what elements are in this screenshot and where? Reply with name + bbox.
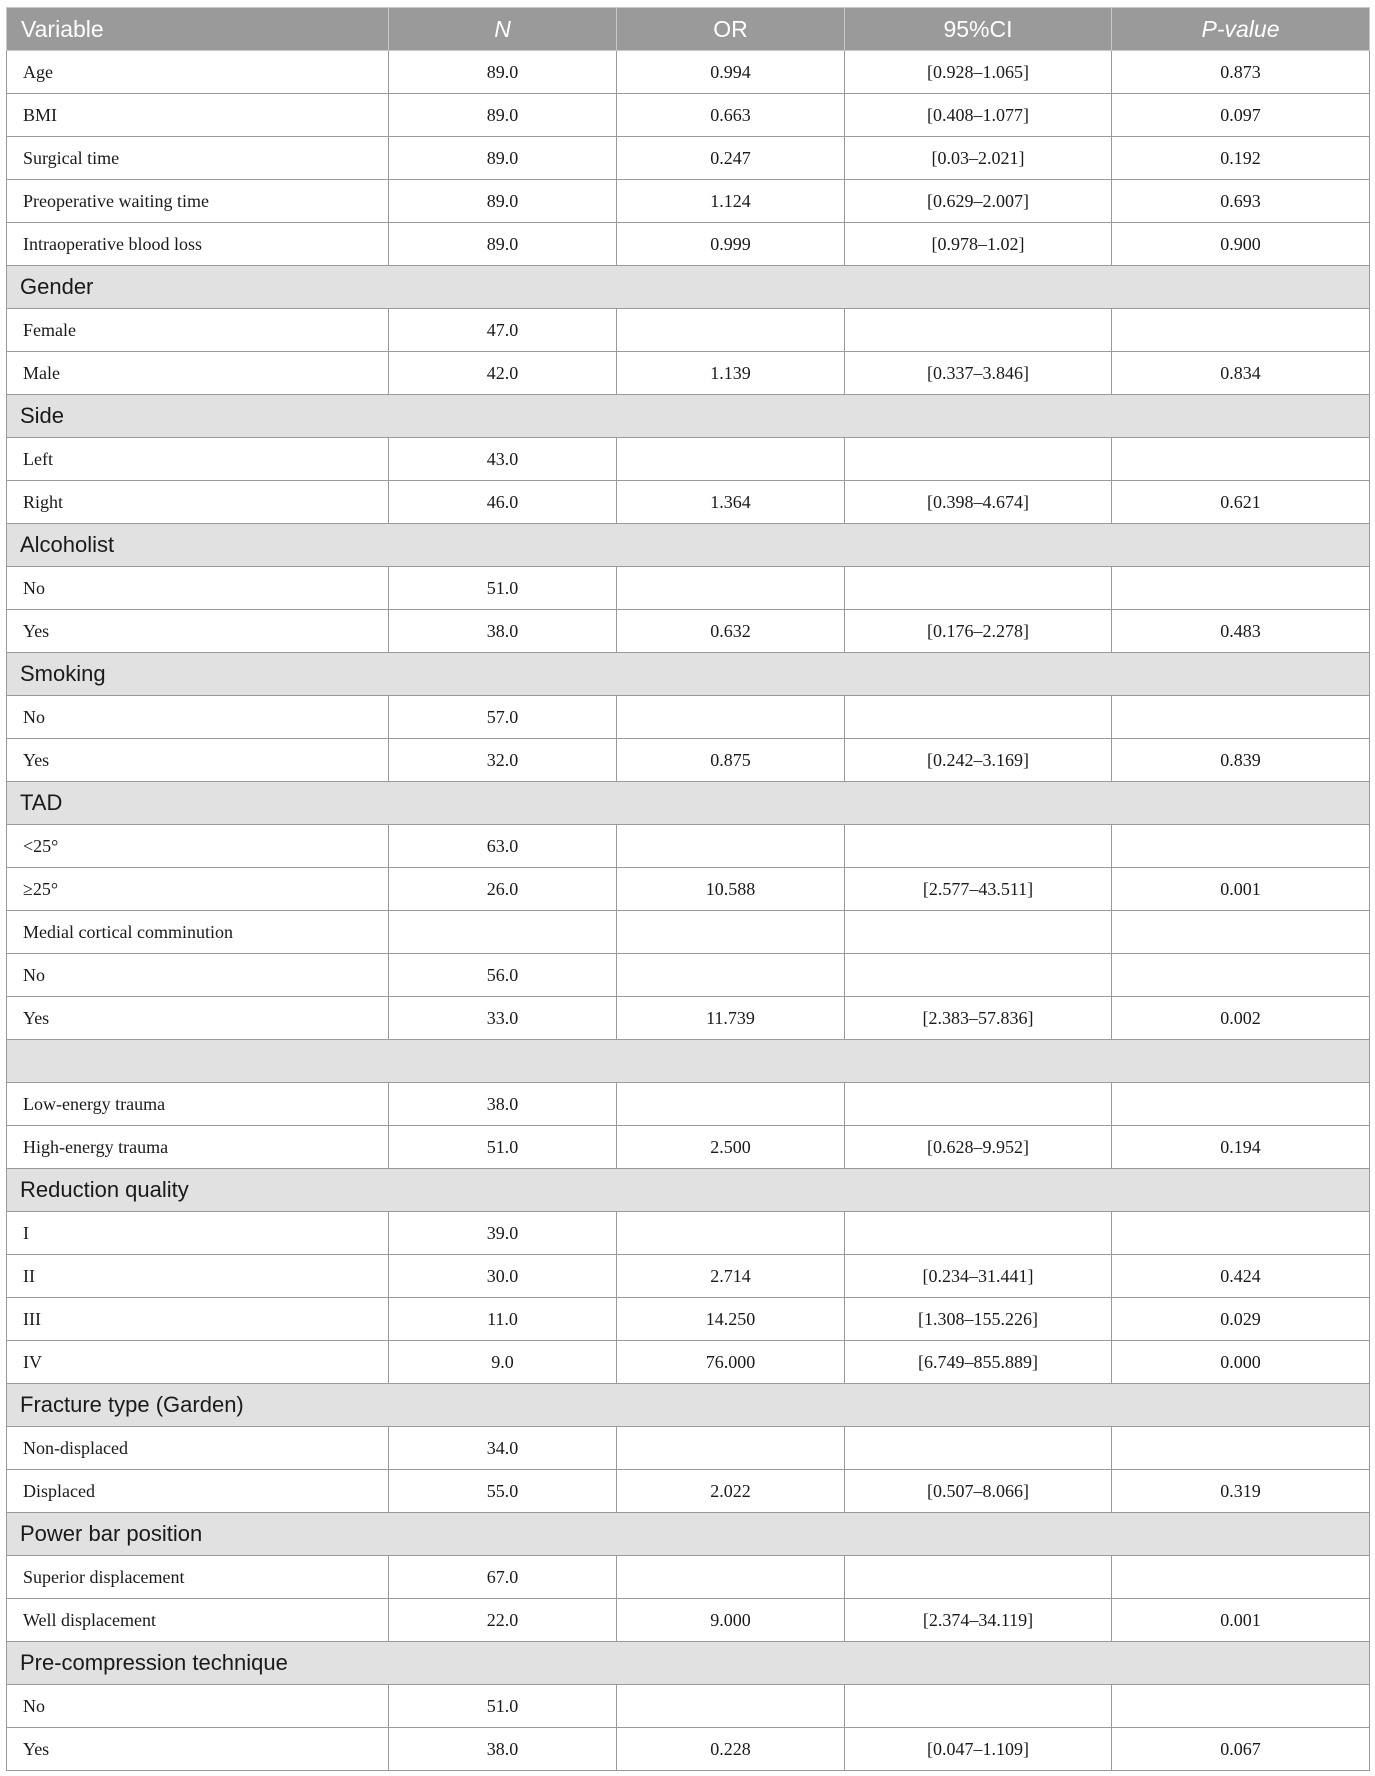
cell-variable: III	[7, 1298, 389, 1341]
table-row	[7, 1728, 1370, 1771]
cell-n: 89.0	[389, 51, 617, 94]
cell-ci	[845, 438, 1112, 481]
section-row	[7, 782, 1370, 825]
table-body	[7, 51, 1370, 1771]
cell-variable: Medial cortical comminution	[7, 911, 389, 954]
cell-variable: Intraoperative blood loss	[7, 223, 389, 266]
cell-or: 10.588	[617, 868, 845, 911]
cell-n: 38.0	[389, 610, 617, 653]
cell-n: 42.0	[389, 352, 617, 395]
cell-variable: <25°	[7, 825, 389, 868]
cell-ci	[845, 309, 1112, 352]
cell-or: 0.247	[617, 137, 845, 180]
header-or: OR	[617, 8, 845, 51]
table-row	[7, 94, 1370, 137]
section-label: Reduction quality	[7, 1169, 1370, 1212]
cell-variable: No	[7, 567, 389, 610]
cell-p-value: 0.693	[1112, 180, 1370, 223]
cell-variable: Yes	[7, 610, 389, 653]
cell-variable: No	[7, 1685, 389, 1728]
cell-p-value: 0.192	[1112, 137, 1370, 180]
table-row	[7, 825, 1370, 868]
cell-ci: [0.398–4.674]	[845, 481, 1112, 524]
cell-p-value: 0.001	[1112, 868, 1370, 911]
cell-n: 46.0	[389, 481, 617, 524]
cell-ci: [1.308–155.226]	[845, 1298, 1112, 1341]
cell-n: 30.0	[389, 1255, 617, 1298]
cell-variable: High-energy trauma	[7, 1126, 389, 1169]
cell-or: 9.000	[617, 1599, 845, 1642]
cell-variable: Yes	[7, 1728, 389, 1771]
table-row	[7, 1341, 1370, 1384]
cell-or	[617, 696, 845, 739]
table-row	[7, 911, 1370, 954]
cell-p-value: 0.067	[1112, 1728, 1370, 1771]
cell-variable: Non-displaced	[7, 1427, 389, 1470]
cell-ci	[845, 1427, 1112, 1470]
table-row	[7, 1083, 1370, 1126]
cell-variable: No	[7, 954, 389, 997]
cell-n: 51.0	[389, 567, 617, 610]
cell-or: 76.000	[617, 1341, 845, 1384]
cell-n: 51.0	[389, 1126, 617, 1169]
cell-or	[617, 438, 845, 481]
cell-or: 0.994	[617, 51, 845, 94]
cell-ci: [6.749–855.889]	[845, 1341, 1112, 1384]
cell-variable: II	[7, 1255, 389, 1298]
cell-n: 89.0	[389, 137, 617, 180]
cell-n: 89.0	[389, 180, 617, 223]
header-n: N	[389, 8, 617, 51]
cell-ci: [0.408–1.077]	[845, 94, 1112, 137]
cell-p-value: 0.002	[1112, 997, 1370, 1040]
cell-ci: [0.978–1.02]	[845, 223, 1112, 266]
cell-variable: Preoperative waiting time	[7, 180, 389, 223]
cell-p-value: 0.621	[1112, 481, 1370, 524]
cell-p-value: 0.000	[1112, 1341, 1370, 1384]
cell-variable: I	[7, 1212, 389, 1255]
cell-or	[617, 1685, 845, 1728]
cell-or	[617, 911, 845, 954]
section-label	[7, 1040, 1370, 1083]
cell-n: 55.0	[389, 1470, 617, 1513]
cell-p-value: 0.839	[1112, 739, 1370, 782]
cell-p-value: 0.029	[1112, 1298, 1370, 1341]
table-row	[7, 481, 1370, 524]
cell-or: 0.999	[617, 223, 845, 266]
cell-or	[617, 1427, 845, 1470]
cell-ci: [0.176–2.278]	[845, 610, 1112, 653]
section-row	[7, 1169, 1370, 1212]
cell-ci: [2.374–34.119]	[845, 1599, 1112, 1642]
cell-variable: Age	[7, 51, 389, 94]
cell-or: 2.022	[617, 1470, 845, 1513]
cell-or: 14.250	[617, 1298, 845, 1341]
cell-or: 2.500	[617, 1126, 845, 1169]
table-row	[7, 1298, 1370, 1341]
cell-or	[617, 567, 845, 610]
cell-or: 0.875	[617, 739, 845, 782]
cell-variable: Yes	[7, 997, 389, 1040]
section-label: Smoking	[7, 653, 1370, 696]
header-variable: Variable	[7, 8, 389, 51]
header-ci: 95%CI	[845, 8, 1112, 51]
table-row	[7, 567, 1370, 610]
table-row	[7, 51, 1370, 94]
cell-n: 11.0	[389, 1298, 617, 1341]
cell-n: 26.0	[389, 868, 617, 911]
cell-p-value	[1112, 911, 1370, 954]
cell-variable: Superior displacement	[7, 1556, 389, 1599]
table-row	[7, 1556, 1370, 1599]
cell-ci	[845, 567, 1112, 610]
cell-variable: Male	[7, 352, 389, 395]
cell-p-value	[1112, 438, 1370, 481]
table-row	[7, 739, 1370, 782]
cell-p-value	[1112, 309, 1370, 352]
table-row	[7, 1599, 1370, 1642]
cell-variable: Female	[7, 309, 389, 352]
cell-n: 43.0	[389, 438, 617, 481]
cell-p-value	[1112, 825, 1370, 868]
cell-or	[617, 1556, 845, 1599]
cell-ci: [0.507–8.066]	[845, 1470, 1112, 1513]
cell-variable: Left	[7, 438, 389, 481]
table-row	[7, 309, 1370, 352]
cell-or	[617, 825, 845, 868]
table-row	[7, 954, 1370, 997]
section-label: Alcoholist	[7, 524, 1370, 567]
cell-variable: Well displacement	[7, 1599, 389, 1642]
table-row	[7, 352, 1370, 395]
cell-or: 2.714	[617, 1255, 845, 1298]
cell-p-value: 0.097	[1112, 94, 1370, 137]
cell-ci	[845, 1212, 1112, 1255]
cell-or: 1.124	[617, 180, 845, 223]
table-row	[7, 1126, 1370, 1169]
cell-p-value	[1112, 1556, 1370, 1599]
cell-p-value: 0.194	[1112, 1126, 1370, 1169]
cell-n: 57.0	[389, 696, 617, 739]
cell-p-value: 0.483	[1112, 610, 1370, 653]
cell-n: 9.0	[389, 1341, 617, 1384]
table-row	[7, 1685, 1370, 1728]
table-row	[7, 438, 1370, 481]
cell-p-value	[1112, 954, 1370, 997]
cell-p-value: 0.834	[1112, 352, 1370, 395]
cell-n	[389, 911, 617, 954]
cell-n: 63.0	[389, 825, 617, 868]
table-container	[6, 7, 1370, 1771]
cell-ci: [2.383–57.836]	[845, 997, 1112, 1040]
cell-p-value	[1112, 1083, 1370, 1126]
cell-or: 11.739	[617, 997, 845, 1040]
cell-p-value: 0.873	[1112, 51, 1370, 94]
cell-or: 1.364	[617, 481, 845, 524]
table-row	[7, 1212, 1370, 1255]
table-row	[7, 997, 1370, 1040]
cell-ci: [0.337–3.846]	[845, 352, 1112, 395]
section-label: Pre-compression technique	[7, 1642, 1370, 1685]
cell-n: 34.0	[389, 1427, 617, 1470]
table-row	[7, 223, 1370, 266]
table-row	[7, 1255, 1370, 1298]
cell-ci	[845, 954, 1112, 997]
cell-or	[617, 954, 845, 997]
cell-ci: [0.242–3.169]	[845, 739, 1112, 782]
table-row	[7, 137, 1370, 180]
cell-or	[617, 1083, 845, 1126]
cell-variable: Displaced	[7, 1470, 389, 1513]
cell-variable: Low-energy trauma	[7, 1083, 389, 1126]
cell-ci: [0.928–1.065]	[845, 51, 1112, 94]
table-row	[7, 1427, 1370, 1470]
cell-n: 38.0	[389, 1728, 617, 1771]
cell-n: 67.0	[389, 1556, 617, 1599]
table-row	[7, 180, 1370, 223]
cell-or: 0.632	[617, 610, 845, 653]
cell-variable: BMI	[7, 94, 389, 137]
cell-or	[617, 309, 845, 352]
cell-n: 22.0	[389, 1599, 617, 1642]
cell-ci	[845, 911, 1112, 954]
section-label: Side	[7, 395, 1370, 438]
cell-ci: [0.628–9.952]	[845, 1126, 1112, 1169]
cell-variable: No	[7, 696, 389, 739]
cell-variable: Yes	[7, 739, 389, 782]
cell-or: 0.663	[617, 94, 845, 137]
cell-ci: [0.629–2.007]	[845, 180, 1112, 223]
section-row	[7, 1384, 1370, 1427]
logistic-regression-table	[6, 7, 1370, 1771]
cell-n: 38.0	[389, 1083, 617, 1126]
table-row	[7, 868, 1370, 911]
cell-ci: [0.047–1.109]	[845, 1728, 1112, 1771]
section-row	[7, 1513, 1370, 1556]
cell-p-value: 0.900	[1112, 223, 1370, 266]
cell-ci: [0.234–31.441]	[845, 1255, 1112, 1298]
cell-variable: Right	[7, 481, 389, 524]
cell-p-value	[1112, 1685, 1370, 1728]
cell-variable: Surgical time	[7, 137, 389, 180]
header-p-value: P-value	[1112, 8, 1370, 51]
section-label: Power bar position	[7, 1513, 1370, 1556]
section-row	[7, 1642, 1370, 1685]
cell-n: 33.0	[389, 997, 617, 1040]
cell-p-value	[1112, 567, 1370, 610]
cell-or: 0.228	[617, 1728, 845, 1771]
cell-n: 56.0	[389, 954, 617, 997]
section-row	[7, 266, 1370, 309]
cell-variable: ≥25°	[7, 868, 389, 911]
table-header-row	[7, 8, 1370, 51]
section-label: TAD	[7, 782, 1370, 825]
section-row	[7, 524, 1370, 567]
cell-ci	[845, 1556, 1112, 1599]
cell-ci	[845, 1083, 1112, 1126]
cell-n: 89.0	[389, 223, 617, 266]
cell-p-value	[1112, 696, 1370, 739]
cell-n: 89.0	[389, 94, 617, 137]
cell-or: 1.139	[617, 352, 845, 395]
cell-p-value: 0.424	[1112, 1255, 1370, 1298]
cell-ci: [2.577–43.511]	[845, 868, 1112, 911]
cell-n: 47.0	[389, 309, 617, 352]
table-row	[7, 1470, 1370, 1513]
cell-ci	[845, 825, 1112, 868]
cell-n: 39.0	[389, 1212, 617, 1255]
cell-n: 51.0	[389, 1685, 617, 1728]
cell-ci	[845, 696, 1112, 739]
table-row	[7, 610, 1370, 653]
section-row	[7, 1040, 1370, 1083]
cell-n: 32.0	[389, 739, 617, 782]
cell-variable: IV	[7, 1341, 389, 1384]
section-label: Fracture type (Garden)	[7, 1384, 1370, 1427]
cell-or	[617, 1212, 845, 1255]
table-row	[7, 696, 1370, 739]
section-row	[7, 653, 1370, 696]
cell-ci: [0.03–2.021]	[845, 137, 1112, 180]
cell-p-value: 0.319	[1112, 1470, 1370, 1513]
cell-p-value: 0.001	[1112, 1599, 1370, 1642]
section-row	[7, 395, 1370, 438]
cell-p-value	[1112, 1427, 1370, 1470]
section-label: Gender	[7, 266, 1370, 309]
cell-ci	[845, 1685, 1112, 1728]
cell-p-value	[1112, 1212, 1370, 1255]
